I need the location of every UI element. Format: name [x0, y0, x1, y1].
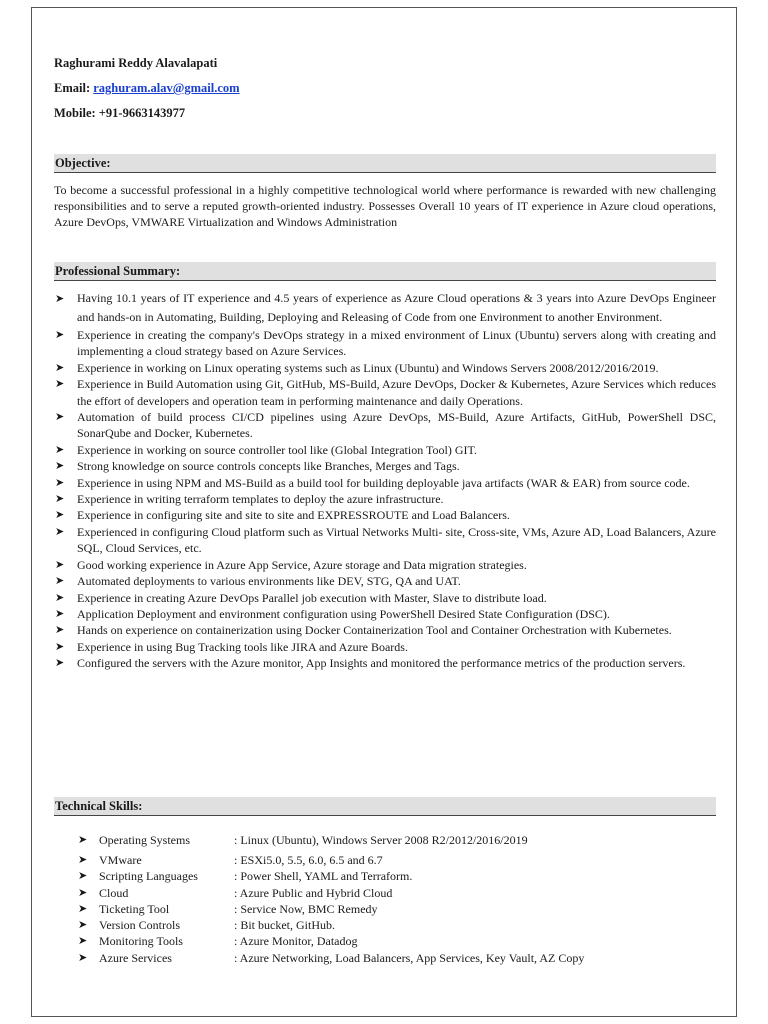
- summary-item: [54, 590, 716, 606]
- arrow-bullet-icon: ➤: [55, 410, 65, 424]
- arrow-bullet-icon: ➤: [55, 442, 65, 456]
- summary-item: [54, 524, 716, 557]
- skill-row: [78, 832, 698, 852]
- skill-value: : ESXi5.0, 5.5, 6.0, 6.5 and 6.7: [234, 853, 383, 867]
- summary-heading: Professional Summary:: [54, 262, 716, 281]
- summary-item-text: Experience in creating the company's DevOps strategy in a mixed environment of Linux (Ubuntu) servers along with creating and implementing a cloud strategy based on Azure Services.: [77, 328, 716, 359]
- summary-item-text: Configured the servers with the Azure monitor, App Insights and monitored the performance metrics of the production servers.: [77, 656, 686, 671]
- arrow-bullet-icon: ➤: [78, 853, 88, 866]
- skills-list: [78, 832, 698, 966]
- skill-name: VMware: [99, 853, 142, 867]
- skill-name: Scripting Languages: [99, 869, 198, 884]
- arrow-bullet-icon: ➤: [78, 918, 88, 932]
- skill-name: Monitoring Tools: [99, 934, 183, 949]
- skill-name: Version Controls: [99, 918, 180, 933]
- summary-item-text: Hands on experience on containerization using Docker Containerization Tool and Container Orchestration with Kubernetes.: [77, 623, 672, 638]
- email-link[interactable]: raghuram.alav@gmail.com: [93, 81, 240, 95]
- skill-value: : Linux (Ubuntu), Windows Server 2008 R2/2012/2016/2019: [234, 833, 528, 847]
- arrow-bullet-icon: ➤: [55, 524, 65, 538]
- skill-name: Azure Services: [99, 950, 172, 965]
- summary-item: [54, 622, 716, 638]
- email-line: [54, 81, 240, 96]
- arrow-bullet-icon: ➤: [55, 557, 65, 571]
- summary-item-text: Experience in using Bug Tracking tools like JIRA and Azure Boards.: [77, 639, 408, 654]
- arrow-bullet-icon: ➤: [55, 292, 65, 305]
- skill-row: [78, 885, 698, 901]
- summary-item: [54, 289, 716, 327]
- summary-item: [54, 376, 716, 409]
- summary-item: [54, 458, 716, 474]
- summary-item-text: Having 10.1 years of IT experience and 4.5 years of experience as Azure Cloud operations & 3 years into Azure DevOps Engineer and hands-on in Automating, Building, Deploying and Releasing of Code from one Environment to another Environment.: [77, 291, 716, 324]
- summary-item-text: Experienced in configuring Cloud platform such as Virtual Networks Multi- site, Cross-site, VMs, Azure AD, Load Balancers, Azure SQL, Cloud Services, etc.: [77, 524, 716, 556]
- mobile-number: +91-9663143977: [98, 106, 186, 120]
- summary-item: [54, 655, 716, 671]
- skill-row: [78, 901, 698, 917]
- arrow-bullet-icon: ➤: [55, 656, 65, 670]
- summary-item: [54, 475, 716, 491]
- summary-item-text: Good working experience in Azure App Service, Azure storage and Data migration strategies.: [77, 557, 527, 572]
- summary-item-text: Experience in creating Azure DevOps Parallel job execution with Master, Slave to distribute load.: [77, 590, 547, 605]
- summary-list: [54, 289, 716, 672]
- summary-item: [54, 557, 716, 573]
- summary-item-text: Experience in configuring site and site to site and EXPRESSROUTE and Load Balancers.: [77, 508, 510, 523]
- skill-row: [78, 917, 698, 933]
- summary-item-text: Automation of build process CI/CD pipelines using Azure DevOps, MS-Build, Azure Artifacts, GitHub, PowerShell DSC, SonarQube and Docker, Kubernetes.: [77, 410, 716, 441]
- skill-value: : Azure Networking, Load Balancers, App Services, Key Vault, AZ Copy: [234, 950, 585, 965]
- arrow-bullet-icon: ➤: [55, 623, 65, 637]
- arrow-bullet-icon: ➤: [55, 459, 65, 473]
- email-label: Email:: [54, 81, 91, 95]
- skill-row: [78, 950, 698, 966]
- arrow-bullet-icon: ➤: [78, 934, 88, 948]
- arrow-bullet-icon: ➤: [78, 869, 88, 883]
- summary-item: [54, 639, 716, 655]
- mobile-label: Mobile:: [54, 106, 96, 120]
- arrow-bullet-icon: ➤: [55, 606, 65, 620]
- summary-item: [54, 442, 716, 458]
- summary-item-text: Experience in writing terraform templates to deploy the azure infrastructure.: [77, 492, 444, 507]
- resume-page: [31, 7, 737, 1017]
- objective-text: To become a successful professional in a highly competitive technological world where performance is rewarded with new challenging responsibilities and to serve a reputed growth-oriented industry. Possesses Overall 10 years of IT experience in Azure cloud operations, Azure DevOps, VMWARE Virtualization and Windows Administration: [54, 183, 716, 229]
- candidate-name: Raghurami Reddy Alavalapati: [54, 56, 218, 70]
- skill-row: [78, 933, 698, 949]
- arrow-bullet-icon: ➤: [55, 639, 65, 653]
- summary-item: [54, 409, 716, 442]
- arrow-bullet-icon: ➤: [78, 950, 88, 964]
- skill-value: : Azure Monitor, Datadog: [234, 934, 358, 949]
- arrow-bullet-icon: ➤: [55, 475, 65, 489]
- summary-item: [54, 491, 716, 507]
- objective-heading: Objective:: [54, 154, 716, 173]
- skill-name: Cloud: [99, 885, 129, 900]
- skill-value: : Power Shell, YAML and Terraform.: [234, 869, 413, 884]
- summary-item-text: Application Deployment and environment configuration using PowerShell Desired State Configuration (DSC).: [77, 606, 610, 621]
- skill-row: [78, 852, 698, 868]
- skill-value: : Azure Public and Hybrid Cloud: [234, 885, 393, 900]
- skill-row: [78, 868, 698, 884]
- arrow-bullet-icon: ➤: [78, 833, 88, 846]
- arrow-bullet-icon: ➤: [78, 901, 88, 915]
- summary-item: [54, 360, 716, 376]
- summary-item-text: Strong knowledge on source controls concepts like Branches, Merges and Tags.: [77, 459, 460, 474]
- summary-item-text: Experience in working on source controller tool like (Global Integration Tool) GIT.: [77, 442, 477, 457]
- skill-name: Operating Systems: [99, 833, 190, 847]
- summary-item-text: Automated deployments to various environments like DEV, STG, QA and UAT.: [77, 574, 461, 589]
- mobile-line: [54, 106, 185, 121]
- summary-item-text: Experience in Build Automation using Git, GitHub, MS-Build, Azure DevOps, Docker & Kubernetes, Azure Services which reduces the effort of developers and operation team in performing maintenance and daily Operations.: [77, 377, 716, 408]
- summary-item-text: Experience in using NPM and MS-Build as a build tool for building deployable java artifacts (WAR & EAR) from source code.: [77, 475, 690, 490]
- arrow-bullet-icon: ➤: [78, 885, 88, 899]
- skills-heading: Technical Skills:: [54, 797, 716, 816]
- arrow-bullet-icon: ➤: [55, 377, 65, 391]
- skill-name: Ticketing Tool: [99, 901, 170, 916]
- summary-item: [54, 606, 716, 622]
- skill-value: : Service Now, BMC Remedy: [234, 901, 378, 916]
- summary-item: [54, 573, 716, 589]
- arrow-bullet-icon: ➤: [55, 492, 65, 506]
- arrow-bullet-icon: ➤: [55, 590, 65, 604]
- arrow-bullet-icon: ➤: [55, 574, 65, 588]
- skill-value: : Bit bucket, GitHub.: [234, 918, 335, 933]
- arrow-bullet-icon: ➤: [55, 328, 65, 341]
- summary-item-text: Experience in working on Linux operating systems such as Linux (Ubuntu) and Windows Servers 2008/2012/2016/2019.: [77, 360, 659, 375]
- arrow-bullet-icon: ➤: [55, 508, 65, 522]
- summary-item: [54, 327, 716, 360]
- summary-item: [54, 507, 716, 523]
- arrow-bullet-icon: ➤: [55, 360, 65, 374]
